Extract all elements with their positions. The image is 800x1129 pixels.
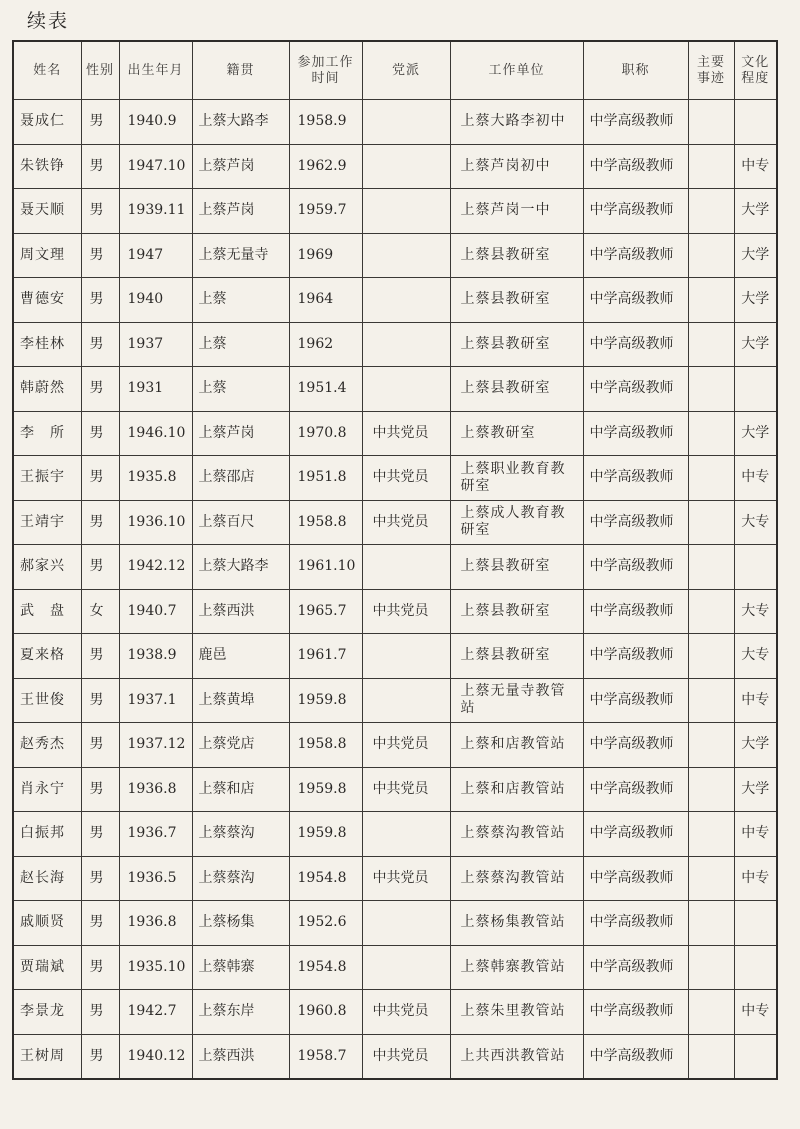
header-work-start: 参加工作时间 xyxy=(289,41,362,100)
cell-native: 上蔡西洪 xyxy=(192,589,289,634)
cell-title: 中学高级教师 xyxy=(583,678,688,723)
header-unit: 工作单位 xyxy=(450,41,583,100)
cell-name: 韩蔚然 xyxy=(13,367,81,412)
cell-edu xyxy=(734,100,777,145)
cell-sex: 男 xyxy=(81,901,119,946)
cell-title: 中学高级教师 xyxy=(583,278,688,323)
table-row xyxy=(13,723,777,768)
cell-title: 中学高级教师 xyxy=(583,812,688,857)
cell-native: 上蔡大路李 xyxy=(192,545,289,590)
cell-native: 上蔡芦岗 xyxy=(192,144,289,189)
cell-work-start: 1959.8 xyxy=(289,812,362,857)
cell-unit: 上蔡县教研室 xyxy=(450,367,583,412)
cell-edu xyxy=(734,367,777,412)
cell-name: 曹德安 xyxy=(13,278,81,323)
cell-name: 王靖宇 xyxy=(13,500,81,545)
cell-deeds xyxy=(688,411,734,456)
cell-birth: 1947.10 xyxy=(119,144,192,189)
cell-party xyxy=(362,812,450,857)
header-title: 职称 xyxy=(583,41,688,100)
cell-deeds xyxy=(688,856,734,901)
cell-native: 上蔡杨集 xyxy=(192,901,289,946)
cell-party xyxy=(362,634,450,679)
cell-edu: 大学 xyxy=(734,767,777,812)
cell-title: 中学高级教师 xyxy=(583,456,688,501)
cell-birth: 1939.11 xyxy=(119,189,192,234)
cell-edu: 大专 xyxy=(734,634,777,679)
cell-birth: 1940.7 xyxy=(119,589,192,634)
cell-edu: 大学 xyxy=(734,411,777,456)
cell-birth: 1940.12 xyxy=(119,1034,192,1079)
cell-title: 中学高级教师 xyxy=(583,767,688,812)
cell-native: 上蔡东岸 xyxy=(192,990,289,1035)
cell-edu: 大学 xyxy=(734,189,777,234)
cell-name: 夏来格 xyxy=(13,634,81,679)
cell-sex: 男 xyxy=(81,545,119,590)
cell-party: 中共党员 xyxy=(362,589,450,634)
cell-title: 中学高级教师 xyxy=(583,945,688,990)
cell-edu: 中专 xyxy=(734,456,777,501)
cell-work-start: 1954.8 xyxy=(289,856,362,901)
cell-native: 上蔡 xyxy=(192,367,289,412)
cell-unit: 上蔡大路李初中 xyxy=(450,100,583,145)
cell-birth: 1936.5 xyxy=(119,856,192,901)
cell-unit: 上蔡韩寨教管站 xyxy=(450,945,583,990)
cell-native: 上蔡 xyxy=(192,278,289,323)
cell-work-start: 1964 xyxy=(289,278,362,323)
cell-work-start: 1958.8 xyxy=(289,500,362,545)
cell-name: 肖永宁 xyxy=(13,767,81,812)
cell-title: 中学高级教师 xyxy=(583,723,688,768)
table-row xyxy=(13,144,777,189)
table-row xyxy=(13,990,777,1035)
cell-deeds xyxy=(688,545,734,590)
cell-work-start: 1958.7 xyxy=(289,1034,362,1079)
cell-sex: 男 xyxy=(81,812,119,857)
cell-native: 上蔡芦岗 xyxy=(192,189,289,234)
cell-native: 上蔡韩寨 xyxy=(192,945,289,990)
cell-deeds xyxy=(688,945,734,990)
cell-birth: 1936.8 xyxy=(119,901,192,946)
cell-native: 上蔡和店 xyxy=(192,767,289,812)
cell-unit: 上蔡县教研室 xyxy=(450,233,583,278)
header-row xyxy=(13,41,777,100)
cell-native: 上蔡无量寺 xyxy=(192,233,289,278)
cell-title: 中学高级教师 xyxy=(583,856,688,901)
table-row xyxy=(13,500,777,545)
cell-party: 中共党员 xyxy=(362,456,450,501)
cell-birth: 1935.10 xyxy=(119,945,192,990)
cell-birth: 1936.8 xyxy=(119,767,192,812)
cell-unit: 上蔡和店教管站 xyxy=(450,723,583,768)
cell-deeds xyxy=(688,189,734,234)
cell-birth: 1942.7 xyxy=(119,990,192,1035)
cell-sex: 男 xyxy=(81,100,119,145)
table-row xyxy=(13,322,777,367)
cell-birth: 1936.10 xyxy=(119,500,192,545)
cell-deeds xyxy=(688,634,734,679)
cell-title: 中学高级教师 xyxy=(583,500,688,545)
cell-work-start: 1962.9 xyxy=(289,144,362,189)
cell-birth: 1936.7 xyxy=(119,812,192,857)
cell-party xyxy=(362,322,450,367)
cell-sex: 男 xyxy=(81,1034,119,1079)
cell-deeds xyxy=(688,500,734,545)
cell-party xyxy=(362,233,450,278)
cell-edu xyxy=(734,901,777,946)
cell-name: 赵秀杰 xyxy=(13,723,81,768)
cell-party: 中共党员 xyxy=(362,767,450,812)
cell-unit: 上共西洪教管站 xyxy=(450,1034,583,1079)
cell-deeds xyxy=(688,723,734,768)
cell-name: 白振邦 xyxy=(13,812,81,857)
table-body xyxy=(13,100,777,1080)
cell-birth: 1937.12 xyxy=(119,723,192,768)
table-row xyxy=(13,189,777,234)
table-row xyxy=(13,545,777,590)
cell-title: 中学高级教师 xyxy=(583,367,688,412)
cell-unit: 上蔡杨集教管站 xyxy=(450,901,583,946)
cell-name: 王树周 xyxy=(13,1034,81,1079)
table-row xyxy=(13,812,777,857)
cell-name: 聂成仁 xyxy=(13,100,81,145)
cell-birth: 1938.9 xyxy=(119,634,192,679)
cell-title: 中学高级教师 xyxy=(583,1034,688,1079)
cell-work-start: 1969 xyxy=(289,233,362,278)
cell-work-start: 1962 xyxy=(289,322,362,367)
cell-edu: 大专 xyxy=(734,589,777,634)
cell-sex: 男 xyxy=(81,856,119,901)
table-row xyxy=(13,767,777,812)
cell-sex: 男 xyxy=(81,144,119,189)
header-sex: 性别 xyxy=(81,41,119,100)
cell-deeds xyxy=(688,678,734,723)
cell-party xyxy=(362,367,450,412)
cell-sex: 男 xyxy=(81,767,119,812)
cell-native: 上蔡邵店 xyxy=(192,456,289,501)
cell-native: 鹿邑 xyxy=(192,634,289,679)
cell-sex: 女 xyxy=(81,589,119,634)
cell-sex: 男 xyxy=(81,367,119,412)
teacher-table xyxy=(12,40,778,1080)
cell-sex: 男 xyxy=(81,411,119,456)
cell-name: 李桂林 xyxy=(13,322,81,367)
cell-name: 周文理 xyxy=(13,233,81,278)
cell-name: 李 所 xyxy=(13,411,81,456)
table-row xyxy=(13,456,777,501)
cell-party: 中共党员 xyxy=(362,856,450,901)
cell-title: 中学高级教师 xyxy=(583,901,688,946)
cell-sex: 男 xyxy=(81,500,119,545)
header-name: 姓名 xyxy=(13,41,81,100)
cell-native: 上蔡蔡沟 xyxy=(192,812,289,857)
cell-work-start: 1954.8 xyxy=(289,945,362,990)
table-row xyxy=(13,634,777,679)
cell-edu: 中专 xyxy=(734,990,777,1035)
cell-sex: 男 xyxy=(81,278,119,323)
cell-deeds xyxy=(688,100,734,145)
table-row xyxy=(13,100,777,145)
cell-name: 聂天顺 xyxy=(13,189,81,234)
cell-sex: 男 xyxy=(81,456,119,501)
cell-party xyxy=(362,144,450,189)
cell-sex: 男 xyxy=(81,634,119,679)
cell-work-start: 1959.8 xyxy=(289,767,362,812)
cell-work-start: 1960.8 xyxy=(289,990,362,1035)
cell-deeds xyxy=(688,1034,734,1079)
cell-sex: 男 xyxy=(81,233,119,278)
cell-name: 武 盘 xyxy=(13,589,81,634)
cell-name: 李景龙 xyxy=(13,990,81,1035)
cell-edu: 大学 xyxy=(734,233,777,278)
cell-title: 中学高级教师 xyxy=(583,322,688,367)
cell-unit: 上蔡教研室 xyxy=(450,411,583,456)
cell-name: 郝家兴 xyxy=(13,545,81,590)
table-row xyxy=(13,856,777,901)
cell-work-start: 1952.6 xyxy=(289,901,362,946)
cell-name: 朱铁铮 xyxy=(13,144,81,189)
cell-native: 上蔡黄埠 xyxy=(192,678,289,723)
cell-sex: 男 xyxy=(81,990,119,1035)
cell-deeds xyxy=(688,990,734,1035)
cell-birth: 1947 xyxy=(119,233,192,278)
header-party: 党派 xyxy=(362,41,450,100)
cell-work-start: 1965.7 xyxy=(289,589,362,634)
header-birth: 出生年月 xyxy=(119,41,192,100)
cell-name: 戚顺贤 xyxy=(13,901,81,946)
cell-party xyxy=(362,189,450,234)
cell-edu xyxy=(734,1034,777,1079)
cell-edu: 中专 xyxy=(734,856,777,901)
cell-edu: 大学 xyxy=(734,322,777,367)
cell-edu xyxy=(734,545,777,590)
cell-work-start: 1958.9 xyxy=(289,100,362,145)
cell-birth: 1931 xyxy=(119,367,192,412)
cell-party xyxy=(362,278,450,323)
cell-unit: 上蔡芦岗初中 xyxy=(450,144,583,189)
cell-work-start: 1961.7 xyxy=(289,634,362,679)
cell-unit: 上蔡县教研室 xyxy=(450,634,583,679)
cell-native: 上蔡党店 xyxy=(192,723,289,768)
table-row xyxy=(13,589,777,634)
cell-unit: 上蔡朱里教管站 xyxy=(450,990,583,1035)
cell-native: 上蔡西洪 xyxy=(192,1034,289,1079)
cell-deeds xyxy=(688,901,734,946)
table-row xyxy=(13,278,777,323)
cell-native: 上蔡芦岗 xyxy=(192,411,289,456)
cell-party: 中共党员 xyxy=(362,1034,450,1079)
table-caption: 续表 xyxy=(27,10,70,32)
cell-native: 上蔡百尺 xyxy=(192,500,289,545)
cell-title: 中学高级教师 xyxy=(583,411,688,456)
cell-title: 中学高级教师 xyxy=(583,990,688,1035)
cell-title: 中学高级教师 xyxy=(583,589,688,634)
cell-work-start: 1958.8 xyxy=(289,723,362,768)
cell-edu xyxy=(734,945,777,990)
cell-edu: 大学 xyxy=(734,278,777,323)
cell-unit: 上蔡和店教管站 xyxy=(450,767,583,812)
cell-deeds xyxy=(688,278,734,323)
cell-work-start: 1970.8 xyxy=(289,411,362,456)
cell-birth: 1935.8 xyxy=(119,456,192,501)
cell-name: 王振宇 xyxy=(13,456,81,501)
cell-title: 中学高级教师 xyxy=(583,189,688,234)
cell-birth: 1940.9 xyxy=(119,100,192,145)
cell-party: 中共党员 xyxy=(362,723,450,768)
cell-edu: 中专 xyxy=(734,678,777,723)
table-row xyxy=(13,901,777,946)
cell-deeds xyxy=(688,322,734,367)
cell-party xyxy=(362,100,450,145)
cell-sex: 男 xyxy=(81,189,119,234)
cell-unit: 上蔡成人教育教研室 xyxy=(450,500,583,545)
cell-birth: 1942.12 xyxy=(119,545,192,590)
cell-deeds xyxy=(688,367,734,412)
cell-deeds xyxy=(688,812,734,857)
cell-title: 中学高级教师 xyxy=(583,100,688,145)
cell-party xyxy=(362,901,450,946)
table-row xyxy=(13,411,777,456)
cell-unit: 上蔡蔡沟教管站 xyxy=(450,856,583,901)
header-edu: 文化程度 xyxy=(734,41,777,100)
cell-work-start: 1961.10 xyxy=(289,545,362,590)
cell-deeds xyxy=(688,767,734,812)
cell-native: 上蔡大路李 xyxy=(192,100,289,145)
cell-deeds xyxy=(688,589,734,634)
cell-name: 赵长海 xyxy=(13,856,81,901)
cell-party xyxy=(362,945,450,990)
cell-deeds xyxy=(688,233,734,278)
cell-unit: 上蔡无量寺教管站 xyxy=(450,678,583,723)
cell-name: 王世俊 xyxy=(13,678,81,723)
cell-title: 中学高级教师 xyxy=(583,233,688,278)
table-row xyxy=(13,233,777,278)
cell-unit: 上蔡县教研室 xyxy=(450,278,583,323)
cell-birth: 1937 xyxy=(119,322,192,367)
cell-unit: 上蔡蔡沟教管站 xyxy=(450,812,583,857)
cell-edu: 大学 xyxy=(734,723,777,768)
cell-party: 中共党员 xyxy=(362,411,450,456)
cell-unit: 上蔡县教研室 xyxy=(450,589,583,634)
cell-sex: 男 xyxy=(81,945,119,990)
cell-work-start: 1951.8 xyxy=(289,456,362,501)
cell-edu: 中专 xyxy=(734,144,777,189)
cell-birth: 1940 xyxy=(119,278,192,323)
cell-sex: 男 xyxy=(81,678,119,723)
cell-unit: 上蔡县教研室 xyxy=(450,545,583,590)
cell-sex: 男 xyxy=(81,723,119,768)
cell-party xyxy=(362,678,450,723)
cell-deeds xyxy=(688,456,734,501)
table-row xyxy=(13,678,777,723)
cell-title: 中学高级教师 xyxy=(583,144,688,189)
cell-title: 中学高级教师 xyxy=(583,545,688,590)
cell-edu: 中专 xyxy=(734,812,777,857)
cell-edu: 大专 xyxy=(734,500,777,545)
cell-work-start: 1959.7 xyxy=(289,189,362,234)
cell-native: 上蔡 xyxy=(192,322,289,367)
cell-party: 中共党员 xyxy=(362,990,450,1035)
cell-sex: 男 xyxy=(81,322,119,367)
cell-unit: 上蔡芦岗一中 xyxy=(450,189,583,234)
cell-native: 上蔡蔡沟 xyxy=(192,856,289,901)
table-row xyxy=(13,945,777,990)
cell-deeds xyxy=(688,144,734,189)
table-row xyxy=(13,1034,777,1079)
table-row xyxy=(13,367,777,412)
header-deeds: 主要事迹 xyxy=(688,41,734,100)
cell-birth: 1946.10 xyxy=(119,411,192,456)
cell-birth: 1937.1 xyxy=(119,678,192,723)
cell-party: 中共党员 xyxy=(362,500,450,545)
cell-work-start: 1951.4 xyxy=(289,367,362,412)
header-native: 籍贯 xyxy=(192,41,289,100)
cell-name: 贾瑞斌 xyxy=(13,945,81,990)
cell-title: 中学高级教师 xyxy=(583,634,688,679)
cell-party xyxy=(362,545,450,590)
cell-unit: 上蔡县教研室 xyxy=(450,322,583,367)
cell-unit: 上蔡职业教育教研室 xyxy=(450,456,583,501)
cell-work-start: 1959.8 xyxy=(289,678,362,723)
